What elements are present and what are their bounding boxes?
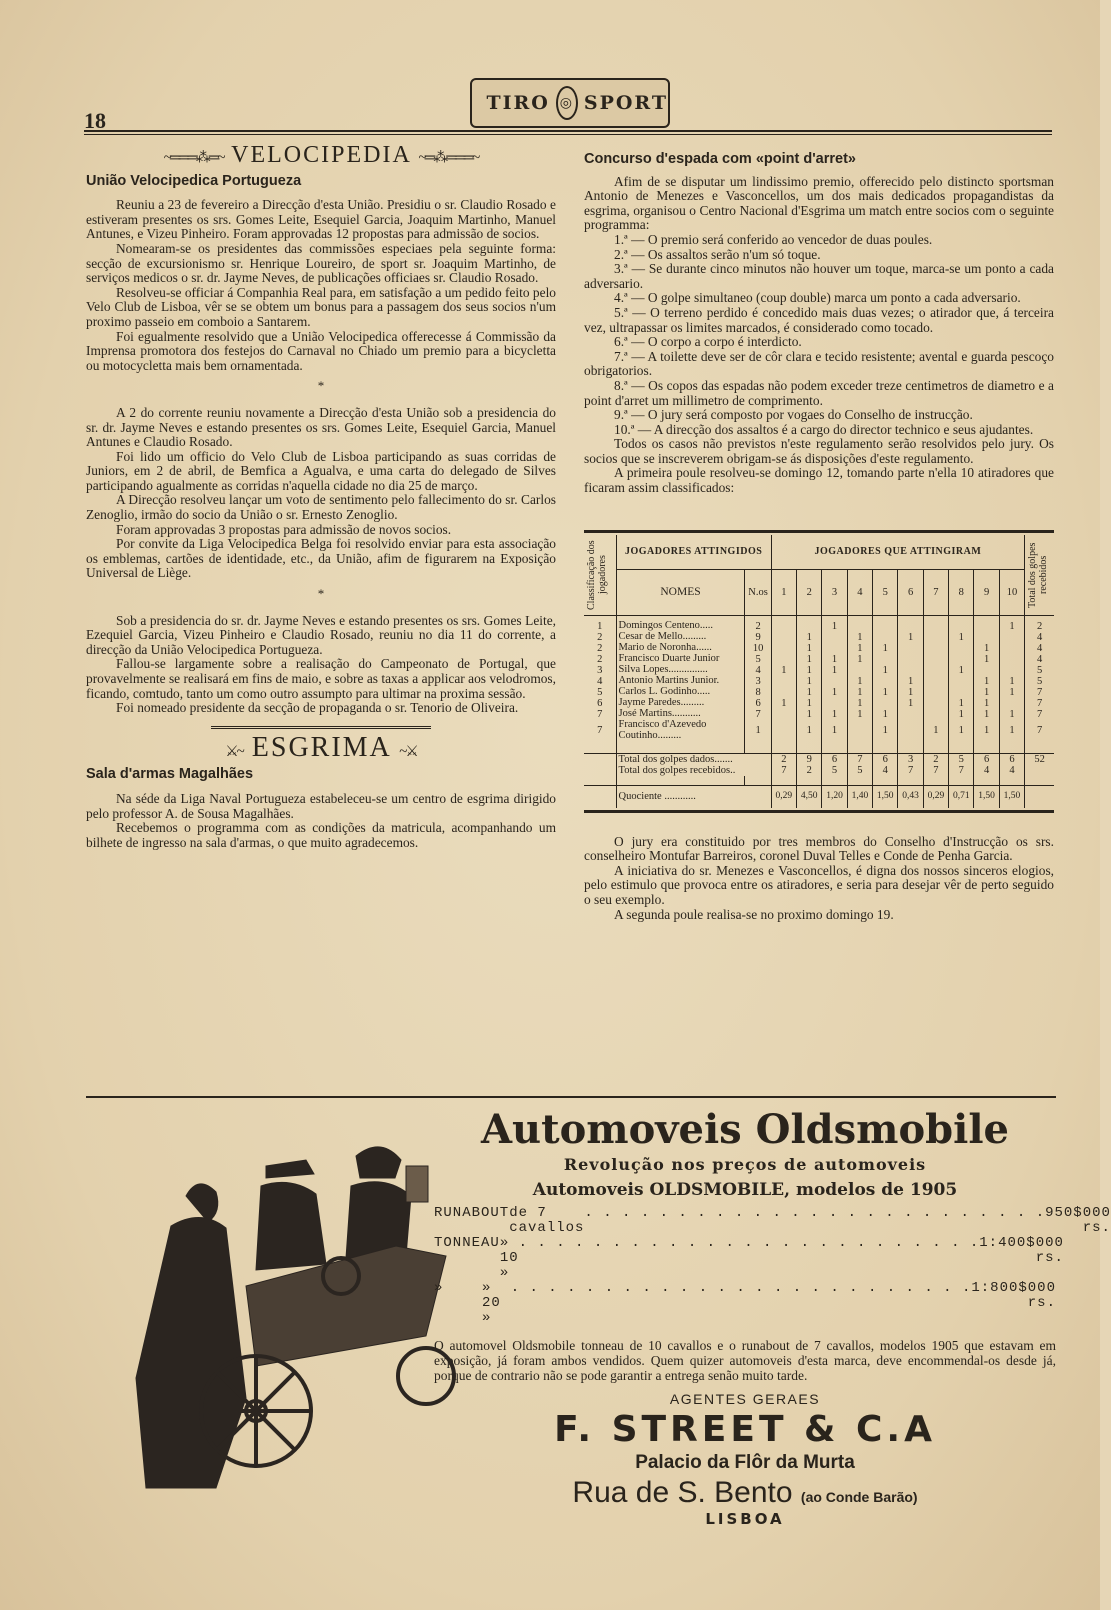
quociente-value: 0,29 (923, 786, 948, 808)
hit-cell: 1 (873, 665, 898, 676)
price-row (434, 1205, 1111, 1236)
foil-ornament-right-icon: ~⚔ (399, 743, 417, 760)
num-cell: 5 (745, 654, 771, 665)
hit-cell (923, 698, 948, 709)
hit-cell: 1 (847, 709, 872, 720)
paragraph: Foi nomeado presidente da secção de propaganda o sr. Tenorio de Oliveira. (116, 700, 519, 716)
total-cell: 7 (1036, 709, 1043, 721)
hit-cell: 1 (822, 665, 847, 676)
hit-cell (873, 621, 898, 632)
player-col-header: 5 (873, 569, 898, 615)
hit-cell: 1 (771, 698, 796, 709)
quociente-value: 1,40 (847, 786, 872, 808)
class-cell: 7 (584, 720, 616, 741)
hit-cell (771, 621, 796, 632)
target-seal-icon: ◎ (556, 86, 578, 120)
name-cell: Cesar de Mello......... (616, 632, 745, 643)
rule-item: 8.ª — Os copos das espadas não podem exceder treze centimetros de diametro e a point d'arret um millimetro de comprimento. (584, 377, 1054, 408)
hit-cell (923, 621, 948, 632)
hit-cell (949, 643, 974, 654)
total-value: 4 (999, 765, 1024, 776)
num-cell: 8 (745, 687, 771, 698)
foil-ornament-left-icon: ⚔~ (225, 743, 243, 760)
hit-cell (873, 676, 898, 687)
hit-cell (847, 621, 872, 632)
hit-cell: 1 (797, 709, 822, 720)
col-classificacao-header: Classificação dos jogadores (584, 535, 616, 616)
section-star: * (317, 378, 325, 394)
attingidos-header: JOGADORES ATTINGIDOS (616, 535, 771, 570)
hit-cell: 1 (898, 676, 923, 687)
num-cell: 3 (745, 676, 771, 687)
model-type: » (434, 1280, 444, 1296)
total-value: 4 (974, 765, 999, 776)
hit-cell: 1 (873, 687, 898, 698)
hit-cell: 1 (999, 676, 1024, 687)
paragraph: Foram approvadas 3 propostas para admissão de novos socios. (116, 521, 452, 537)
quociente-value: 1,50 (974, 786, 999, 808)
rules-list (584, 233, 1054, 437)
hit-cell: 1 (974, 709, 999, 720)
model-hp: » 10 » (499, 1235, 519, 1281)
paragraph: Reuniu a 23 de fevereiro a Direcção d'esta União. Presidiu o sr. Claudio Rosado e estiveram presentes os srs. Gomes Leite, Esequiel Garcia, Joaquim Martinho, Manuel Antunes, e Vizeu Pinheiro. Foram approvadas 12 propostas para admissão de socios. (86, 197, 556, 242)
hit-cell: 1 (797, 632, 822, 643)
paragraph: Foi lido um officio do Velo Club de Lisboa participando as suas corridas de Juniors, em 2 de abril, de Bemfica a Agualva, e uma carta do delegado de Silves participando agualmente as corridas n'aquella cidade no dia 25 de março. (86, 448, 556, 493)
hit-cell (999, 698, 1024, 709)
name-cell: Carlos L. Godinho..... (616, 687, 745, 698)
hit-cell (999, 654, 1024, 665)
rule-item: 10.ª — A direcção dos assaltos é a cargo do director technico e seus ajudantes. (614, 421, 1034, 437)
hit-cell: 1 (822, 621, 847, 632)
name-cell: Francisco d'Azevedo Coutinho......... (616, 720, 745, 741)
hit-cell (999, 632, 1024, 643)
total-dados-row (584, 753, 1054, 765)
page-number: 18 (84, 108, 106, 133)
num-cell: 6 (745, 698, 771, 709)
hit-cell (847, 665, 872, 676)
hit-cell: 1 (847, 654, 872, 665)
section-star: * (317, 586, 325, 602)
hit-cell (822, 698, 847, 709)
num-cell: 2 (745, 621, 771, 632)
class-cell: 2 (584, 632, 616, 643)
hit-cell: 1 (949, 720, 974, 741)
hit-cell: 1 (822, 687, 847, 698)
num-cell: 4 (745, 665, 771, 676)
velocipedia-subhead: União Velocipedica Portugueza (86, 172, 302, 189)
hit-cell (949, 654, 974, 665)
player-col-header: 8 (949, 569, 974, 615)
hit-cell: 1 (974, 687, 999, 698)
total-recebidos-row (584, 765, 1054, 776)
hit-cell: 1 (847, 643, 872, 654)
total-cell: 7 (1036, 698, 1043, 710)
total-cell: 7 (1036, 687, 1043, 699)
hit-cell (771, 687, 796, 698)
rule-item: 7.ª — A toilette deve ser de côr clara e tecido resistente; avental e guarda pescoço obrigatorios. (584, 348, 1054, 379)
paragraph: Foi egualmente resolvido que a União Velocipedica offerecesse á Commissão da Imprensa promotora dos festejos do Carnaval no Chiado um premio para a bicycletta ou motocycletta mais bem ornamentada. (86, 328, 556, 373)
ad-description: O automovel Oldsmobile tonneau de 10 cavallos e o runabout de 7 cavallos, modelos 1905 que estavam em exposição, já foram ambos vendidos. Quem quizer automoveis d'esta marca, deve encommendal-os desde já, porque de contrario não se pode garantir a entrega senão muito tarde. (434, 1338, 1056, 1383)
hit-cell: 1 (999, 687, 1024, 698)
hit-cell: 1 (822, 720, 847, 741)
table-row (584, 720, 1054, 741)
class-cell: 1 (584, 621, 616, 632)
hit-cell (822, 643, 847, 654)
total-cell: 4 (1036, 654, 1043, 666)
hit-cell (923, 665, 948, 676)
name-cell: Domingos Centeno..... (616, 621, 745, 632)
hit-cell (974, 665, 999, 676)
oldsmobile-advertisement (86, 1096, 1111, 1548)
quociente-value: 0,43 (898, 786, 923, 808)
player-col-header: 4 (847, 569, 872, 615)
hit-cell (999, 665, 1024, 676)
results-table-frame (584, 530, 1054, 813)
num-cell: 1 (745, 720, 771, 741)
total-sum: 52 (1034, 753, 1045, 765)
model-price: 1:400$000 rs. (979, 1235, 1064, 1266)
right-column (584, 152, 1054, 922)
attingiram-header: JOGADORES QUE ATTINGIRAM (771, 535, 1024, 570)
total-value: 2 (771, 753, 796, 765)
paragraph: Sob a presidencia do sr. dr. Jayme Neves e estando presentes os srs. Gomes Leite, Ezequiel Garcia, Vizeu Pinheiro e Claudio Rosado, reuniu no dia 11 do corrente, a direcção da União Velocipedica Portugueza. (86, 612, 556, 657)
hit-cell: 1 (974, 654, 999, 665)
hit-cell: 1 (999, 720, 1024, 741)
total-cell: 7 (1036, 725, 1043, 737)
hit-cell: 1 (847, 687, 872, 698)
rule-item: 5.ª — O terreno perdido é concedido mais duas vezes; o atirador que, á terceira vez, ultrapassar os limites marcados, é considerado como tocado. (584, 304, 1054, 335)
col-total-header: Total dos golpes recebidos (1027, 541, 1050, 608)
hit-cell: 1 (797, 720, 822, 741)
total-cell: 2 (1036, 621, 1043, 633)
paragraph: A Direcção resolveu lançar um voto de sentimento pelo fallecimento do sr. Carlos Zenoglio, irmão do socio da União o sr. Ernesto Zenoglio. (86, 492, 556, 523)
hit-cell (771, 632, 796, 643)
total-value: 7 (847, 753, 872, 765)
total-value: 5 (847, 765, 872, 776)
hit-cell: 1 (873, 643, 898, 654)
total-value: 2 (797, 765, 822, 776)
total-value: 6 (822, 753, 847, 765)
player-col-header: 2 (797, 569, 822, 615)
esgrima-title: ⚔~ ESGRIMA ~⚔ (225, 731, 417, 763)
rule-item: 6.ª — O corpo a corpo é interdicto. (614, 334, 802, 350)
hit-cell (822, 676, 847, 687)
hit-cell (771, 643, 796, 654)
quociente-value: 0,71 (949, 786, 974, 808)
total-cell: 4 (1036, 643, 1043, 655)
total-cell: 4 (1036, 632, 1043, 644)
class-cell: 6 (584, 698, 616, 709)
hit-cell: 1 (898, 687, 923, 698)
total-value: 7 (949, 765, 974, 776)
total-value: 3 (898, 753, 923, 765)
hit-cell (771, 709, 796, 720)
model-price: 950$000 rs. (1045, 1205, 1111, 1236)
hit-cell: 1 (797, 643, 822, 654)
total-label: Total dos golpes dados....... (616, 753, 771, 765)
name-cell: Jayme Paredes......... (616, 698, 745, 709)
player-col-header: 9 (974, 569, 999, 615)
hit-cell: 1 (847, 632, 872, 643)
hit-cell: 1 (822, 654, 847, 665)
hit-cell (974, 621, 999, 632)
leader-dots: . . . . . . . . . . . . . . . . . . . . . . . . . (584, 1205, 1046, 1221)
rule-item: 1.ª — O premio será conferido ao vencedor de duas poules. (614, 231, 933, 247)
player-col-header: 1 (771, 569, 796, 615)
total-value: 6 (873, 753, 898, 765)
total-cell: 5 (1036, 665, 1043, 677)
name-cell: José Martins........... (616, 709, 745, 720)
paragraph: Nomearam-se os presidentes das commissões especiaes pela seguinte forma: secção de excursionismo sr. Henrique Loureiro, de sport sr. Joaquim Martinho, de serviços medicos o sr. dr. Jayme Neves, de publicações officiaes sr. Claudio Rosado. (86, 240, 556, 286)
hit-cell (949, 621, 974, 632)
total-value: 5 (949, 753, 974, 765)
section-divider (211, 726, 431, 729)
num-cell: 10 (745, 643, 771, 654)
hit-cell: 1 (873, 709, 898, 720)
leader-dots: . . . . . . . . . . . . . . . . . . . . . . . . . (510, 1280, 972, 1296)
total-cell: 5 (1036, 676, 1043, 688)
hit-cell: 1 (822, 709, 847, 720)
paragraph: A primeira poule resolveu-se domingo 12, tomando parte n'ella 10 atiradores que ficaram assim classificados: (584, 465, 1054, 496)
ad-address: Rua de S. Bento (ao Conde Barão) (572, 1476, 918, 1509)
hit-cell: 1 (797, 676, 822, 687)
masthead-logo: TIRO ◎ SPORT (470, 78, 670, 128)
hit-cell (923, 643, 948, 654)
name-cell: Silva Lopes............... (616, 665, 745, 676)
num-cell: 9 (745, 632, 771, 643)
hit-cell (974, 632, 999, 643)
quociente-value: 1,50 (873, 786, 898, 808)
hit-cell: 1 (797, 665, 822, 676)
hit-cell (898, 665, 923, 676)
total-value: 4 (873, 765, 898, 776)
hit-cell: 1 (797, 654, 822, 665)
hit-cell: 1 (898, 698, 923, 709)
class-cell: 7 (584, 709, 616, 720)
quociente-value: 0,29 (771, 786, 796, 808)
model-hp: » 20 » (481, 1280, 501, 1326)
paragraph: Fallou-se largamente sobre a realisação do Campeonato de Portugal, que provavelmente se realisará em fins de maio, e sobre as taxas a applicar aos velodromos, ficando, comtudo, tanto um como outro assumpto para ultimar na proxima sessão. (86, 656, 556, 701)
hit-cell (923, 687, 948, 698)
hit-cell: 1 (999, 709, 1024, 720)
hit-cell: 1 (974, 720, 999, 741)
quociente-row (584, 786, 1054, 808)
hit-cell (873, 698, 898, 709)
hit-cell (923, 654, 948, 665)
hit-cell: 1 (797, 698, 822, 709)
leader-dots: . . . . . . . . . . . . . . . . . . . . . . . . . (518, 1235, 980, 1251)
ad-text-block (434, 1106, 1111, 1528)
hit-cell (898, 643, 923, 654)
quociente-value: 1,50 (999, 786, 1024, 808)
model-price: 1:800$000 rs. (971, 1280, 1056, 1311)
hit-cell: 1 (771, 665, 796, 676)
hit-cell: 1 (797, 687, 822, 698)
player-col-header: 6 (898, 569, 923, 615)
hit-cell: 1 (847, 676, 872, 687)
hit-cell (999, 643, 1024, 654)
results-table (584, 535, 1054, 808)
name-cell: Antonio Martins Junior. (616, 676, 745, 687)
num-cell: 7 (745, 709, 771, 720)
total-value: 7 (923, 765, 948, 776)
model-type: RUNABOUT (434, 1205, 510, 1221)
concurso-title: Concurso d'espada com «point d'arret» (584, 151, 856, 167)
hit-cell (873, 632, 898, 643)
hit-cell: 1 (949, 665, 974, 676)
hit-cell (822, 632, 847, 643)
ad-firm: F. STREET & C.A (554, 1409, 936, 1450)
num-header: N.os (745, 569, 771, 615)
hit-cell (797, 621, 822, 632)
ad-palace: Palacio da Flôr da Murta (635, 1452, 855, 1473)
paragraph: A segunda poule realisa-se no proximo domingo 19. (614, 906, 894, 922)
hit-cell (923, 676, 948, 687)
total-value: 7 (771, 765, 796, 776)
hit-cell (898, 621, 923, 632)
class-cell: 2 (584, 643, 616, 654)
paragraph: Recebemos o programma com as condições da matricula, acompanhando um bilhete de ingresso na sala d'armas, o que muito agradecemos. (86, 820, 556, 850)
hit-cell: 1 (873, 720, 898, 741)
price-row (434, 1281, 1056, 1326)
ornament-left-icon: ~═══⁂═~ (163, 150, 224, 166)
total-value: 5 (822, 765, 847, 776)
hit-cell: 1 (847, 698, 872, 709)
left-column (86, 142, 556, 850)
total-value: 7 (898, 765, 923, 776)
hit-cell (949, 687, 974, 698)
model-hp: de 7 cavallos (509, 1205, 585, 1236)
header-rule-thin (84, 134, 1052, 135)
ad-city: LISBOA (705, 1510, 785, 1528)
class-cell: 5 (584, 687, 616, 698)
hit-cell: 1 (974, 643, 999, 654)
hit-cell: 1 (974, 676, 999, 687)
hit-cell (898, 709, 923, 720)
ad-agents: AGENTES GERAES (669, 1391, 821, 1407)
hit-cell (898, 720, 923, 741)
class-cell: 4 (584, 676, 616, 687)
hit-cell (771, 654, 796, 665)
rule-item: 9.ª — O jury será composto por vogaes do Conselho de instrucção. (614, 407, 973, 423)
header-rule (84, 130, 1052, 132)
player-col-header: 3 (822, 569, 847, 615)
class-cell: 2 (584, 654, 616, 665)
hit-cell (898, 654, 923, 665)
hit-cell: 1 (949, 632, 974, 643)
rule-item: 3.ª — Se durante cinco minutos não houver um toque, marca-se um ponto a cada adversario. (584, 261, 1054, 291)
quociente-value: 1,20 (822, 786, 847, 808)
price-row (434, 1235, 1064, 1281)
ad-models: Automoveis OLDSMOBILE, modelos de 1905 (532, 1180, 958, 1200)
hit-cell (771, 720, 796, 741)
paragraph: Todos os casos não previstos n'este regulamento serão resolvidos pelo jury. Os socios que se inscreverem obrigam-se ás disposições d'este regulamento. (584, 436, 1054, 466)
name-cell: Mario de Noronha...... (616, 643, 745, 654)
nomes-header: NOMES (616, 569, 745, 615)
hit-cell (771, 676, 796, 687)
paragraph: Afim de se disputar um lindissimo premio, offerecido pelo distincto sportsman Antonio de Menezes e Vasconcellos, um dos mais dedicados propagandistas da esgrima, organisou o Centro Nacional d'Esgrima um match entre socios com o seguinte programma: (584, 173, 1054, 233)
quociente-label: Quociente ............ (616, 786, 771, 808)
class-cell: 3 (584, 665, 616, 676)
paragraph: O jury era constituido por tres membros do Conselho d'Instrucção os srs. conselheiro Montufar Barreiros, coronel Duval Telles e Conde de Penha Garcia. (584, 833, 1054, 864)
ad-subtitle: Revolução nos preços de automoveis (563, 1155, 927, 1174)
hit-cell (949, 676, 974, 687)
player-col-header: 10 (999, 569, 1024, 615)
ad-title: Automoveis Oldsmobile (481, 1106, 1009, 1153)
model-type: TONNEAU (434, 1235, 500, 1251)
rule-item: 2.ª — Os assaltos serão n'um só toque. (614, 246, 821, 262)
name-cell: Francisco Duarte Junior (616, 654, 745, 665)
player-col-header: 7 (923, 569, 948, 615)
ornament-right-icon: ~═⁂═══~ (418, 150, 479, 166)
quociente-value: 4,50 (797, 786, 822, 808)
hit-cell (923, 709, 948, 720)
total-value: 6 (974, 753, 999, 765)
hit-cell (923, 632, 948, 643)
hit-cell: 1 (949, 709, 974, 720)
paragraph: Resolveu-se officiar á Companhia Real para, em satisfação a um pedido feito pelo Velo Club de Lisboa, vêr se se obtem um bonus para a passagem dos seus socios n'um proximo passeio em comboio a Santarem. (86, 284, 556, 329)
esgrima-subhead: Sala d'armas Magalhães (86, 766, 254, 783)
hit-cell: 1 (949, 698, 974, 709)
paragraph: Na séde da Liga Naval Portugueza estabeleceu-se um centro de esgrima dirigido pelo professor A. de Sousa Magalhães. (86, 790, 556, 821)
total-label: Total dos golpes recebidos.. (616, 765, 771, 776)
total-value: 2 (923, 753, 948, 765)
paragraph: Por convite da Liga Velocipedica Belga foi resolvido enviar para esta associação os emblemas, cartões de identidade, etc., da União, afim de figurarem na Exposição Universal de Liège. (86, 536, 556, 581)
hit-cell: 1 (974, 698, 999, 709)
velocipedia-title: ~═══⁂═~ VELOCIPEDIA ~═⁂═══~ (163, 142, 479, 168)
hit-cell: 1 (999, 621, 1024, 632)
automobile-illustration (126, 1126, 456, 1486)
total-value: 9 (797, 753, 822, 765)
total-value: 6 (999, 753, 1024, 765)
hit-cell: 1 (898, 632, 923, 643)
hit-cell (847, 720, 872, 741)
rule-item: 4.ª — O golpe simultaneo (coup double) marca um ponto a cada adversario. (614, 290, 1021, 306)
hit-cell (873, 654, 898, 665)
paragraph: A iniciativa do sr. Menezes e Vasconcellos, é digna dos nossos sinceros elogios, pelo estimulo que provoca entre os atiradores, e seria para desejar vêr de perto seguido o seu exemplo. (584, 862, 1054, 908)
paragraph: A 2 do corrente reuniu novamente a Direcção d'esta União sob a presidencia do sr. dr. Jayme Neves e estando presentes os srs. Gomes Leite, Esequiel Garcia, Manuel Antunes e Claudio Rosado. (86, 404, 556, 450)
price-list (434, 1205, 1111, 1326)
hit-cell: 1 (923, 720, 948, 741)
